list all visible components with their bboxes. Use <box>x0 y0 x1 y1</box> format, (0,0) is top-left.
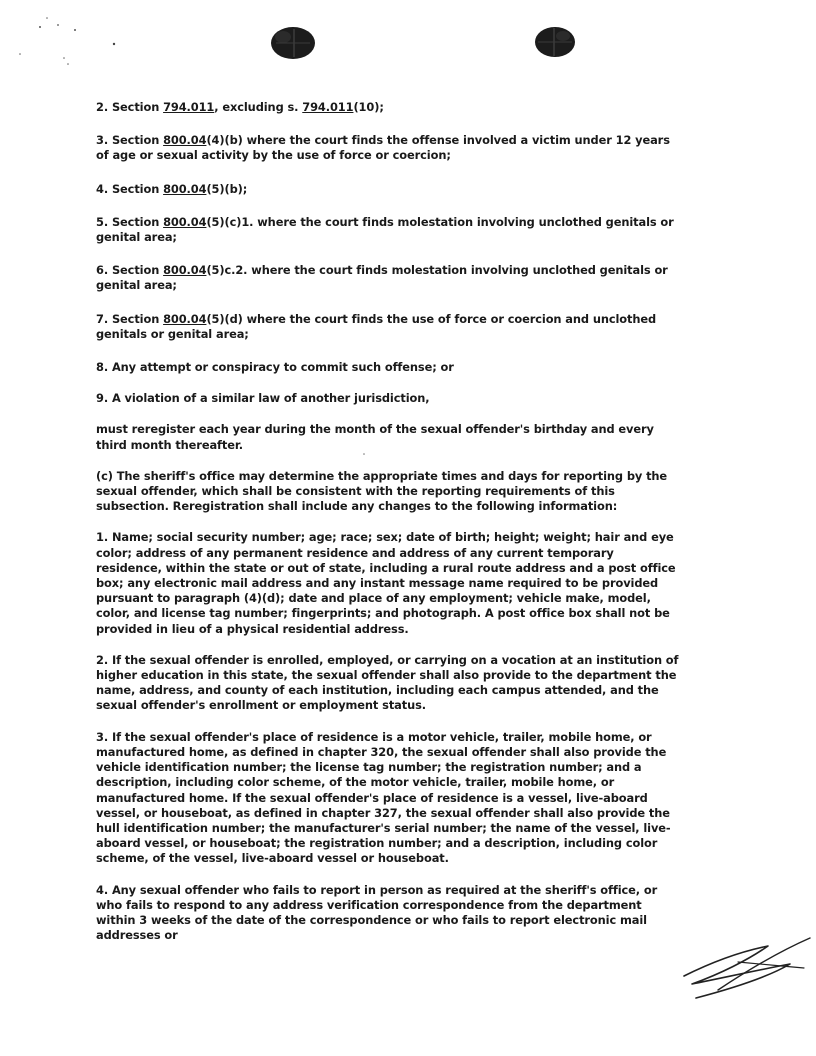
item-number: 2. <box>96 100 109 114</box>
statute-link[interactable]: 800.04 <box>163 311 207 326</box>
item-text: Section <box>111 311 164 326</box>
item-number: 7. <box>96 311 109 326</box>
info-3 <box>96 730 680 867</box>
info-4 <box>96 883 680 944</box>
item-text: If the sexual offender's place of residence is a motor vehicle, trailer, mobile home, or manufactured home, as defined in chapter 320, the sexual offender shall also provide the vehicle identification number; the license tag number; the registration number; and a description, including color scheme, of the motor vehicle, trailer, mobile home, or manufactured home. If the sexual offender's place of residence is a vessel, live-aboard vessel, or houseboat, as defined in chapter 327, the sexual offender shall also provide the hull identification number; the manufacturer's serial number; the name of the vessel, live-aboard vessel, or houseboat; the registration number; and a description, including color scheme, of the vessel, live-aboard vessel or houseboat. <box>96 729 671 866</box>
item-text: (5)(c)1. where the court finds molestation involving unclothed genitals or genital area; <box>96 214 674 245</box>
item-number: 8. <box>96 360 109 375</box>
item-number: 1. <box>96 530 109 545</box>
item-6 <box>96 263 680 293</box>
statute-link[interactable]: 794.011 <box>163 100 215 114</box>
item-4 <box>96 182 680 197</box>
item-9 <box>96 391 680 406</box>
subsection-c: (c) The sheriff's office may determine the appropriate times and days for reporting by the sexual offender, which shall be consistent with the reporting requirements of this subsection. Reregistration shall include any changes to the following information: <box>96 468 668 514</box>
statute-link[interactable]: 800.04 <box>163 133 207 148</box>
item-text: (5)(d) where the court finds the use of force or coercion and unclothed genitals or genital area; <box>96 311 657 341</box>
statute-link[interactable]: 800.04 <box>163 214 207 229</box>
item-3 <box>96 133 680 163</box>
statute-link[interactable]: 800.04 <box>163 263 207 278</box>
item-text: Section <box>111 263 164 278</box>
item-number: 4. <box>96 181 109 196</box>
initials-signature <box>678 930 814 1010</box>
item-number: 3. <box>96 133 109 148</box>
item-5 <box>96 215 680 245</box>
item-number: 3. <box>96 729 109 744</box>
punch-hole-left <box>268 25 318 61</box>
item-text: Any sexual offender who fails to report in person as required at the sheriff's office, or who fails to respond to any address verification correspondence from the department within 3 weeks of the date of the correspondence or who fails to report electronic mail addresses or <box>96 882 658 943</box>
item-number: 6. <box>96 263 109 278</box>
item-text: (4)(b) where the court finds the offense involved a victim under 12 years of age or sexual activity by the use of force or coercion; <box>96 133 670 163</box>
item-text: If the sexual offender is enrolled, employed, or carrying on a vocation at an institution of higher education in this state, the sexual offender shall also provide to the department the name, address, and county of each institution, including each campus attended, and the sexual offender's enrollment or employment status. <box>96 652 679 713</box>
item-2 <box>96 100 680 115</box>
item-text: Section <box>111 133 164 148</box>
item-number: 5. <box>96 214 109 229</box>
item-text: (5)c.2. where the court finds molestation involving unclothed genitals or genital area; <box>96 263 668 293</box>
reregister-paragraph: must reregister each year during the month of the sexual offender's birthday and every third month thereafter. <box>96 422 654 452</box>
item-number: 4. <box>96 882 109 897</box>
item-7 <box>96 312 680 342</box>
item-text: Section <box>111 181 164 196</box>
document-body <box>96 100 680 943</box>
info-1 <box>96 530 680 636</box>
item-text: , excluding s. <box>214 100 303 114</box>
item-text: Any attempt or conspiracy to commit such offense; or <box>111 360 454 375</box>
item-text: (10); <box>353 100 384 114</box>
item-text: Section <box>111 100 164 114</box>
item-number: 9. <box>96 391 109 406</box>
item-text: A violation of a similar law of another jurisdiction, <box>111 391 430 406</box>
info-2 <box>96 653 680 714</box>
item-text: (5)(b); <box>206 181 248 196</box>
item-number: 2. <box>96 652 109 667</box>
statute-link[interactable]: 794.011 <box>302 100 354 114</box>
item-text: Section <box>111 214 164 229</box>
item-text: Name; social security number; age; race; sex; date of birth; height; weight; hair and eye color; address of any permanent residence and address of any current temporary residence, within the state or out of state, including a rural route address and a post office box; any electronic mail address and any instant message name required to be provided pursuant to paragraph (4)(d); date and place of any employment; vehicle make, model, color, and license tag number; fingerprints; and photograph. A post office box shall not be provided in lieu of a physical residential address. <box>96 530 676 636</box>
punch-hole-right <box>532 25 578 59</box>
statute-link[interactable]: 800.04 <box>163 181 207 196</box>
item-8 <box>96 360 680 375</box>
